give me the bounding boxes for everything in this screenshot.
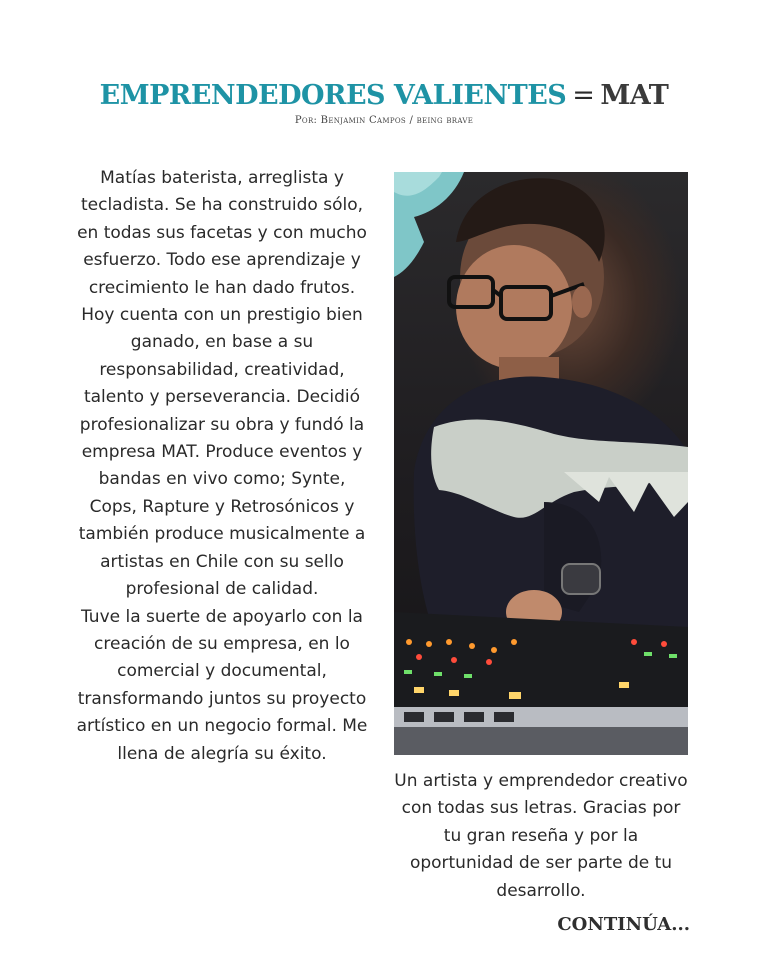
portrait-photo [394,172,688,755]
left-column [76,165,368,768]
article-title [0,78,768,114]
right-caption: Un artista y emprendedor creativo con todas sus letras. Gracias por tu gran reseña y por la oportunidad de ser parte de tu desarrollo. [394,771,688,901]
body-paragraph-1: Matías baterista, arreglista y tecladista. Se ha construido sólo, en todas sus facetas y con mucho esfuerzo. Todo ese aprendizaje y crecimiento le han dado frutos. Hoy cuenta con un prestigio bien ganado, en base a su responsabilidad, creatividad, talento y perseverancia. Decidió profesionalizar su obra y fundó la empresa MAT. Produce eventos y bandas en vivo como; Synte, Cops, Rapture y Retrosónicos y también produce musicalmente a artistas en Chile con su sello profesional de calidad. [77,168,367,600]
body-paragraph-2: Tuve la suerte de apoyarlo con la creación de su empresa, en lo comercial y documental, transformando juntos su proyecto artístico en un negocio formal. Me llena de alegría su éxito. [76,606,368,764]
title-accent: EMPRENDEDORES VALIENTES [99,80,567,111]
title-equals: = [572,80,595,111]
photo-illustration [394,172,688,755]
title-name: MAT [600,80,669,111]
article-header [0,78,768,126]
byline: Por: Benjamin Campos / being brave [294,115,474,126]
continue-label: CONTINÚA... [557,914,690,935]
